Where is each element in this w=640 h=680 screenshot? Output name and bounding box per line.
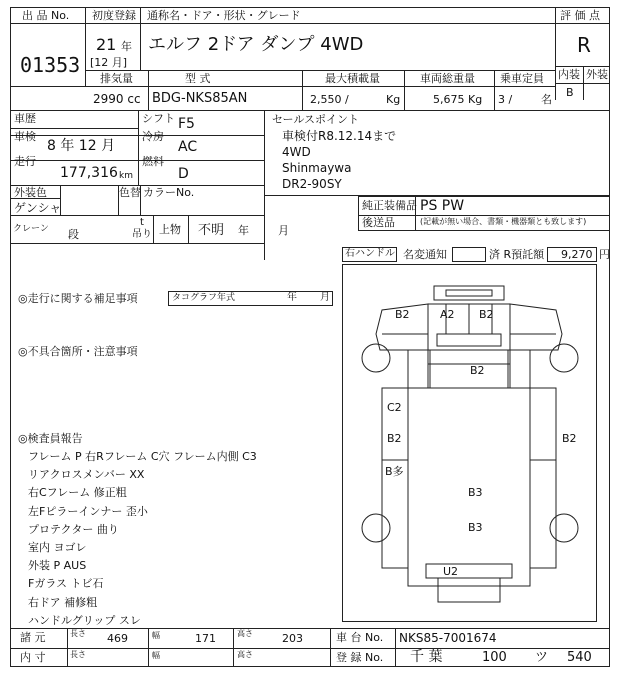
- car-name: エルフ 2ドア ダンプ 4WD: [148, 34, 364, 55]
- inspector-line: 室内 ヨゴレ: [28, 541, 87, 555]
- height-label: 高さ: [237, 629, 253, 638]
- inspector-line: 左Fピラーインナー 歪小: [28, 504, 148, 518]
- ac-label: 冷房: [142, 130, 164, 143]
- max-load-label: 最大積載量: [325, 72, 380, 85]
- rear-bumper: [438, 578, 500, 602]
- inspector-title: ◎検査員報告: [18, 432, 83, 445]
- mark-a2: A2: [440, 308, 455, 321]
- int-length-label: 長さ: [70, 650, 86, 659]
- mark-b2-right: B2: [479, 308, 494, 321]
- defects-title: ◎不具合箇所・注意事項: [18, 345, 138, 358]
- recycle-amount: 9,270: [561, 248, 593, 261]
- mark-b2-right-side: B2: [562, 432, 577, 445]
- history-label: 車歴: [14, 112, 36, 125]
- inspector-line: ハンドルグリップ スレ: [28, 613, 141, 627]
- truck-diagram: [342, 264, 597, 622]
- tacho-month: 月: [320, 292, 330, 303]
- mileage-label: 走行: [14, 155, 36, 168]
- top-month: 月: [278, 224, 289, 237]
- inspector-line: 外装 P AUS: [28, 559, 87, 573]
- mark-c2: C2: [387, 401, 402, 414]
- inspector-line: プロテクター 曲り: [28, 522, 119, 536]
- top-value: 不明: [198, 223, 225, 238]
- mark-b-many: B多: [385, 465, 404, 478]
- inspector-line: Fガラス トビ石: [28, 577, 104, 591]
- width-value: 171: [195, 632, 216, 645]
- year-unit: 年: [121, 40, 132, 53]
- length-value: 469: [107, 632, 128, 645]
- fuel-label: 燃料: [142, 155, 164, 168]
- name-notice-label: 名変通知: [403, 248, 447, 261]
- cab-roof: [434, 286, 504, 300]
- chassis-label: 車 台 No.: [336, 631, 384, 644]
- crane-stage: 段: [68, 228, 79, 241]
- mark-u2: U2: [443, 565, 459, 578]
- gross-weight-label: 車両総重量: [420, 72, 475, 85]
- mark-b3-b: B3: [468, 521, 483, 534]
- mark-b2-side: B2: [387, 432, 402, 445]
- inspection-label: 車検: [14, 130, 36, 143]
- inspector-line: フレーム P 右Rフレーム C穴 フレーム内側 C3: [28, 450, 257, 463]
- inspection-value: 8 年 12 月: [47, 138, 116, 154]
- sales-line: 車検付R8.12.14まで: [282, 129, 397, 143]
- windshield: [437, 334, 501, 346]
- max-load-unit: Kg: [386, 93, 401, 106]
- sales-line: 4WD: [282, 145, 311, 159]
- tacho-year: 年: [287, 292, 297, 303]
- model-code-label: 型 式: [185, 72, 211, 85]
- model-desc-label: 通称名・ドア・形状・グレード: [147, 9, 301, 22]
- int-width-label: 幅: [152, 651, 160, 660]
- gross-weight-value: 5,675 Kg: [433, 93, 483, 106]
- color-no-label: カラーNo.: [143, 186, 195, 199]
- plate-number: 540: [567, 650, 592, 665]
- width-label: 幅: [152, 631, 160, 640]
- score-value: R: [577, 33, 591, 57]
- capacity-label: 乗車定員: [500, 72, 544, 85]
- sales-line: Shinmaywa: [282, 161, 352, 175]
- crane-ton-t: t: [140, 217, 144, 228]
- rhd-label: 右ハンドル: [345, 248, 395, 259]
- int-dims-label: 内 寸: [20, 651, 46, 664]
- displacement-label: 排気量: [100, 72, 133, 85]
- length-label: 長さ: [70, 629, 86, 638]
- left-gate: [382, 388, 408, 568]
- equip-value: PS PW: [420, 198, 465, 214]
- exterior-label: 外装: [586, 68, 608, 81]
- right-gate: [530, 388, 556, 568]
- recycle-label: 済 R預託額: [489, 248, 545, 261]
- lot-number: 01353: [20, 53, 81, 77]
- plate-region: 千 葉: [410, 649, 443, 665]
- interior-grade: B: [566, 86, 574, 99]
- ext-color-label: 外装色: [14, 186, 47, 199]
- rear-left-wheel: [362, 514, 390, 542]
- displacement-value: 2990 cc: [93, 92, 141, 106]
- ext-color-value: ゲンシャ: [14, 201, 62, 215]
- yen-unit: 円: [599, 248, 610, 261]
- mileage-unit: km: [119, 171, 133, 181]
- sales-point-label: セールスポイント: [272, 113, 360, 126]
- crane-label: クレーン: [13, 224, 49, 234]
- inspector-line: 右Cフレーム 修正粗: [28, 486, 127, 500]
- int-height-label: 高さ: [237, 650, 253, 659]
- inspector-line: 右ドア 補修粗: [28, 595, 98, 609]
- sales-point-lines: [282, 128, 396, 192]
- fuel-value: D: [178, 166, 189, 182]
- crane-ton: 吊り: [132, 229, 152, 240]
- front-left-wheel: [362, 344, 390, 372]
- capacity-unit: 名: [541, 93, 552, 106]
- top-label: 上物: [159, 223, 181, 236]
- inspector-lines: [28, 448, 257, 630]
- max-load-value: 2,550 /: [310, 93, 349, 106]
- score-label: 評 価 点: [560, 9, 600, 22]
- lot-label: 出 品 No.: [22, 9, 70, 22]
- chassis-no: NKS85-7001674: [399, 631, 497, 645]
- mileage-value: 177,316: [60, 165, 118, 181]
- ac-value: AC: [178, 139, 198, 155]
- model-code-value: BDG-NKS85AN: [152, 91, 248, 106]
- inspector-line: リアクロスメンバー XX: [28, 468, 145, 482]
- first-reg-label: 初度登録: [92, 9, 136, 22]
- rear-right-wheel: [550, 514, 578, 542]
- capacity-value: 3 /: [498, 93, 513, 106]
- mark-b2-left: B2: [395, 308, 410, 321]
- equip-label: 純正装備品: [362, 199, 417, 212]
- top-year: 年: [238, 224, 249, 237]
- aftermarket-note: (記載が無い場合、書類・機器類とも致します): [420, 217, 587, 226]
- height-value: 203: [282, 632, 303, 645]
- mark-b3-a: B3: [468, 486, 483, 499]
- plate-kana: ツ: [535, 650, 549, 665]
- front-right-wheel: [550, 344, 578, 372]
- aftermarket-label: 後送品: [362, 216, 395, 229]
- first-reg-year: 21: [96, 35, 117, 54]
- sales-line: DR2-90SY: [282, 177, 342, 191]
- color-change-label: 色替: [119, 186, 141, 199]
- tacho-label: タコグラフ年式: [172, 293, 236, 303]
- interior-label: 内装: [558, 68, 580, 81]
- mark-b2-center: B2: [470, 364, 485, 377]
- plate-label: 登 録 No.: [336, 651, 384, 664]
- dims-label: 諸 元: [20, 631, 46, 644]
- shift-label: シフト: [142, 112, 175, 125]
- driving-title: ◎走行に関する補足事項: [18, 292, 138, 305]
- first-reg-month: [12 月]: [90, 56, 128, 69]
- shift-value: F5: [178, 116, 195, 132]
- plate-class: 100: [482, 650, 507, 665]
